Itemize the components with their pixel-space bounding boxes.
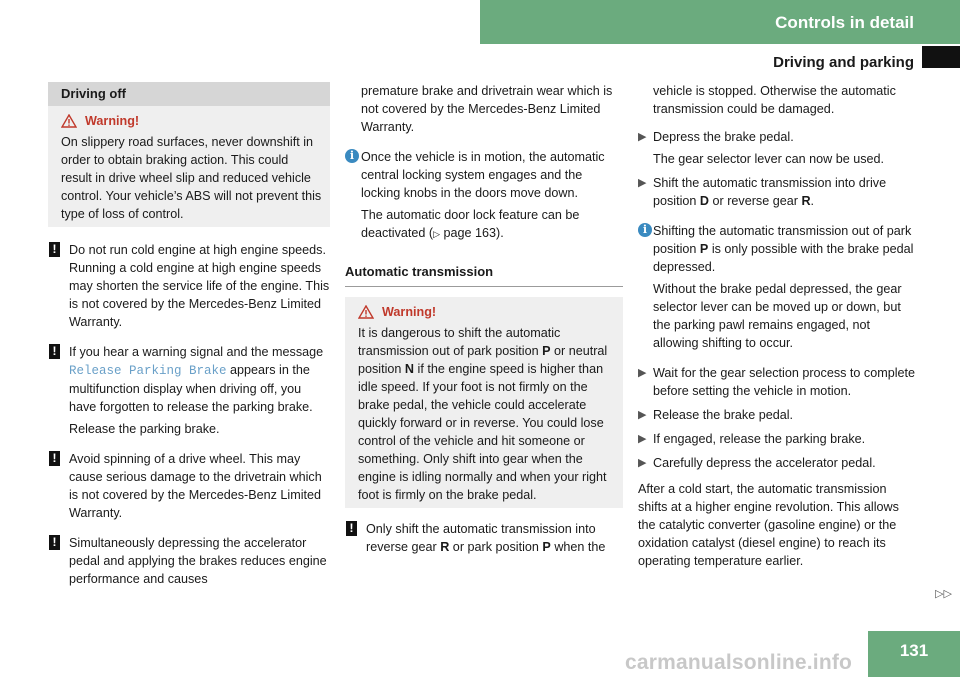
warning-box xyxy=(345,297,623,508)
caution-icon: ! xyxy=(49,535,60,550)
section-tab xyxy=(922,46,960,68)
watermark: carmanualsonline.info xyxy=(625,651,853,674)
caution-icon: ! xyxy=(49,451,60,466)
step-arrow-icon: ▶ xyxy=(638,457,647,469)
step-release-brake: ▶ Release the brake pedal. xyxy=(638,408,794,422)
warning-text: On slippery road surfaces, never downshift in order to obtain braking action. This could result in drive wheel slip and reduced vehicle control. Your vehicle’s ABS will not prevent this type of loss of control. xyxy=(61,135,322,221)
info-icon: i xyxy=(345,149,359,163)
step-arrow-icon: ▶ xyxy=(638,367,647,379)
step-wait: ▶ Wait for the gear selection process to complete before setting the vehicle in motion. xyxy=(638,366,916,398)
warning-box xyxy=(48,106,330,227)
note-cold-engine: ! Do not run cold engine at high engine speeds. Running a cold engine at high engine speeds may shorten the service life of the engine. This is not covered by the Mercedes-Benz Limited Warranty. xyxy=(48,241,330,331)
step-arrow-icon: ▶ xyxy=(638,433,647,445)
caution-icon: ! xyxy=(49,242,60,257)
note-reverse-park: ! Only shift the automatic transmission into reverse gear R or park position P when the xyxy=(345,520,623,556)
subsection-title: Driving and parking xyxy=(773,54,914,71)
step-arrow-icon: ▶ xyxy=(638,177,647,189)
note-parking-brake: ! If you hear a warning signal and the message Release Parking Brake appears in the multifunction display when driving off, you have forgotten to release the parking brake. Release the parking brake. xyxy=(48,343,330,438)
page-number: 131 xyxy=(868,631,960,677)
step-shift-drive: ▶ Shift the automatic transmission into drive position D or reverse gear R. xyxy=(638,176,887,208)
note-pedals: ! Simultaneously depressing the accelerator pedal and applying the brakes reduces engine performance and causes xyxy=(48,534,330,588)
section-title: Controls in detail xyxy=(775,13,914,32)
step-arrow-icon: ▶ xyxy=(638,131,647,143)
info-park-position: i Shifting the automatic transmission out of park position P is only possible with the brake pedal depressed. Without the brake pedal depressed, the gear selector lever can be moved up or down, but the parking pawl remains engaged, not allowing shifting to occur. xyxy=(638,222,916,352)
info-icon: i xyxy=(638,223,652,237)
heading-driving-off: Driving off xyxy=(48,82,330,106)
step-accelerator: ▶ Carefully depress the accelerator pedal. xyxy=(638,456,876,470)
heading-automatic-transmission: Automatic transmission xyxy=(345,263,623,287)
column-2: premature brake and drivetrain wear which is not covered by the Mercedes-Benz Limited Warranty. i Once the vehicle is in motion, the automatic central locking system engages and the locking knobs in the doors move down. The automatic door lock feature can be deactivated (▷ page 163). Automatic transmission Warning! It is dangerous to shift the automatic transmission out of park position P or neutral position N if the engine speed is higher than idle speed. If your foot is not firmly on the brake pedal, the vehicle could accelerate quickly forward or in reverse. You could lose control of the vehicle and hit someone or something. Only shift into gear when the engine is idling normally and when your right foot is firmly on the brake pedal. ! Only shift the automatic transmission into reverse gear R or park position P when the xyxy=(345,82,623,568)
display-message: Release Parking Brake xyxy=(69,364,227,378)
step-depress-brake: ▶ Depress the brake pedal. The gear selector lever can now be used. xyxy=(638,130,885,166)
page-ref-arrow-icon: ▷ xyxy=(433,229,441,239)
warning-text: It is dangerous to shift the automatic transmission out of park position P or neutral position N if the engine speed is higher than idle speed. If your foot is not firmly on the brake pedal, the vehicle could accelerate quickly forward or in reverse. You could lose control of the vehicle and hit someone or something. Only shift into gear when the engine is idling normally and when your right foot is firmly on the brake pedal. xyxy=(358,326,608,502)
caution-icon: ! xyxy=(346,521,357,536)
warning-triangle-icon xyxy=(61,114,79,128)
column-1 xyxy=(48,82,330,600)
step-parking-brake: ▶ If engaged, release the parking brake. xyxy=(638,432,866,446)
warning-label: Warning! xyxy=(85,114,140,128)
step-arrow-icon: ▶ xyxy=(638,409,647,421)
warning-triangle-icon xyxy=(358,305,376,319)
final-paragraph: After a cold start, the automatic transmission shifts at a higher engine revolution. This allows the catalytic converter (gasoline engine) or the oxidation catalyst (diesel engine) to reach its operating temperature earlier. xyxy=(638,482,899,568)
caution-icon: ! xyxy=(49,344,60,359)
continue-arrows-icon: ▷▷ xyxy=(935,588,952,600)
warning-label: Warning! xyxy=(382,305,437,319)
note-wheel-spin: ! Avoid spinning of a drive wheel. This may cause serious damage to the drivetrain which is not covered by the Mercedes-Benz Limited Warranty. xyxy=(48,450,330,522)
column-3: vehicle is stopped. Otherwise the automatic transmission could be damaged. ▶ Depress the brake pedal. The gear selector lever can now be used. ▶ Shift the automatic transmission into drive position D or reverse gear R. i Shifting the automatic transmission out of park position P is only possible with the brake pedal depressed. Without the brake pedal depressed, the gear selector lever can be moved up or down, but the parking pawl remains engaged, not allowing shifting to occur. ▶ Wait for the gear selection process to complete before setting the vehicle in motion. ▶ Release the brake pedal. ▶ If engaged, release the parking brake. ▶ Carefully depress the accelerator pedal. After a cold start, the automatic transmission shifts at a higher engine revolution. This allows the catalytic converter (gasoline engine) or the oxidation catalyst (diesel engine) to reach its operating temperature earlier. xyxy=(638,84,916,568)
info-central-locking: i Once the vehicle is in motion, the automatic central locking system engages and the locking knobs in the doors move down. The automatic door lock feature can be deactivated (▷ page 163). xyxy=(345,148,623,243)
